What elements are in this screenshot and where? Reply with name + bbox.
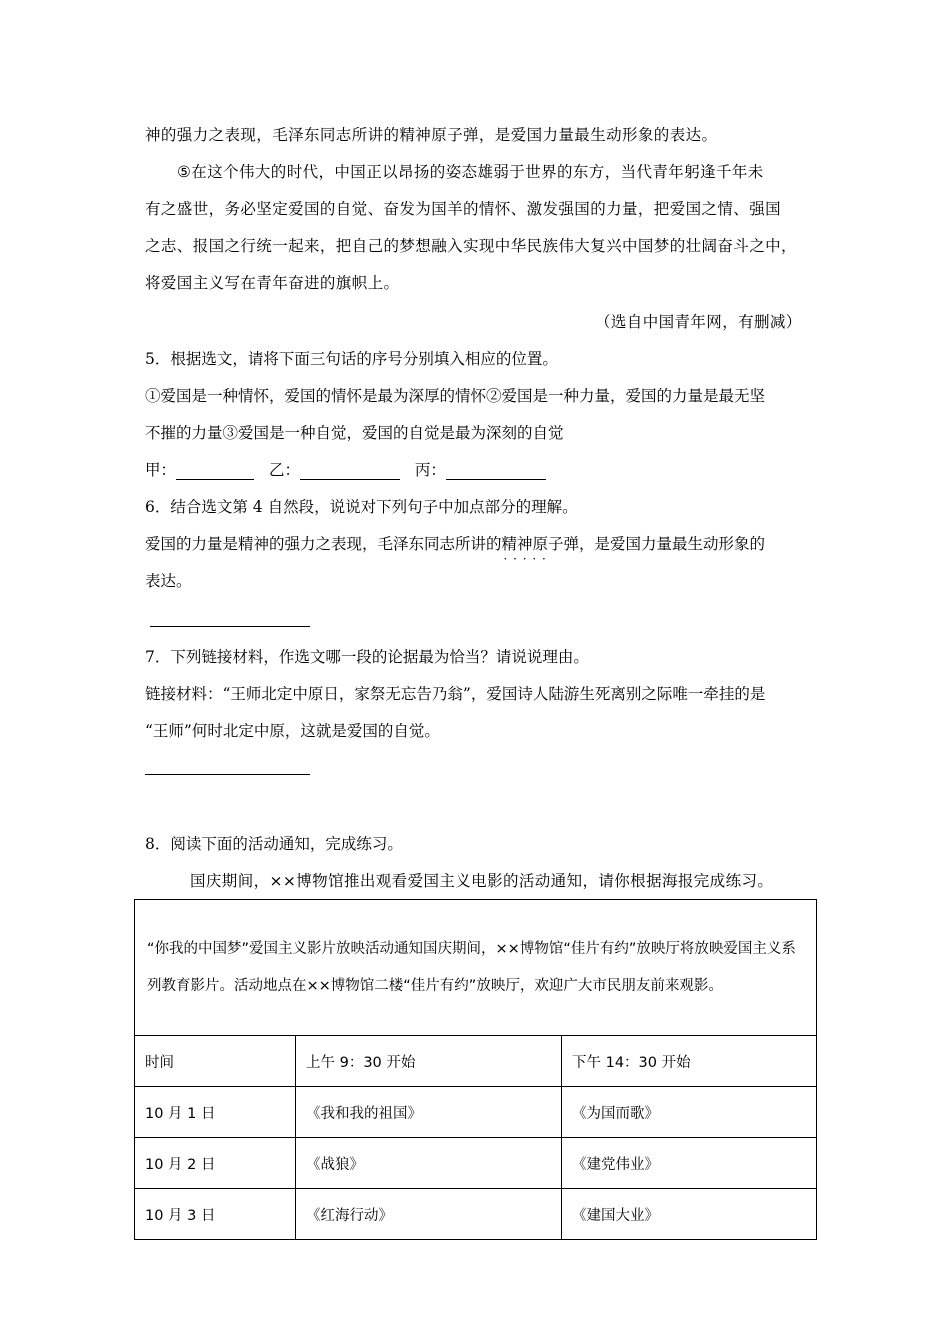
- header-morning: 上午 9：30 开始: [296, 1036, 562, 1087]
- date-cell: 10 月 1 日: [135, 1087, 296, 1138]
- label-yi: 乙：: [268, 461, 300, 479]
- label-bing: 丙：: [414, 461, 446, 479]
- film-cell: 《建党伟业》: [562, 1138, 817, 1189]
- film-cell: 《建国大业》: [562, 1189, 817, 1240]
- header-afternoon: 下午 14：30 开始: [562, 1036, 817, 1087]
- passage-paragraph-5-line: ⑤在这个伟大的时代，中国正以昂扬的姿态雄弱于世界的东方，当代青年躬逢千年未: [177, 163, 764, 181]
- question-5-title: 5．根据选文，请将下面三句话的序号分别填入相应的位置。: [145, 350, 558, 368]
- date-cell: 10 月 2 日: [135, 1138, 296, 1189]
- blank-bing[interactable]: [446, 463, 546, 480]
- notice-text: “你我的中国梦”爱国主义影片放映活动通知国庆期间，××博物馆“佳片有约”放映厅将放映爱国主义系列教育影片。活动地点在××博物馆二楼“佳片有约”放映厅，欢迎广大市民朋友前来观影。: [135, 900, 817, 1036]
- dotted-phrase: 精神原子弹 · · ·: [502, 535, 580, 553]
- passage-paragraph-5-line: 有之盛世，务必坚定爱国的自觉、奋发为国羊的情怀、激发强国的力量，把爱国之情、强国: [145, 200, 782, 218]
- question-7-material: 链接材料：“王师北定中原日，家祭无忘告乃翁”，爱国诗人陆游生死离别之际唯一牵挂的是: [145, 685, 766, 703]
- table-row: [135, 1189, 817, 1240]
- answer-line[interactable]: [145, 774, 310, 775]
- question-6-sentence: 表达。: [145, 572, 192, 590]
- question-5-options: ①爱国是一种情怀，爱国的情怀是最为深厚的情怀②爱国是一种力量，爱国的力量是最无坚: [145, 387, 766, 405]
- passage-paragraph-5-line: 将爱国主义写在青年奋进的旗帜上。: [145, 274, 400, 292]
- film-cell: 《红海行动》: [296, 1189, 562, 1240]
- answer-blanks: [145, 460, 546, 480]
- blank-jia[interactable]: [176, 463, 254, 480]
- sentence-part: 爱国的力量是精神的强力之表现，毛泽东同志所讲的: [145, 535, 502, 553]
- date-cell: 10 月 3 日: [135, 1189, 296, 1240]
- table-row: [135, 1087, 817, 1138]
- film-cell: 《为国而歌》: [562, 1087, 817, 1138]
- passage-source: （选自中国青年网，有删减）: [595, 313, 802, 331]
- label-jia: 甲：: [145, 461, 177, 479]
- question-8-title: 8．阅读下面的活动通知，完成练习。: [145, 835, 403, 853]
- question-5-options: 不摧的力量③爱国是一种自觉，爱国的自觉是最为深刻的自觉: [145, 424, 564, 442]
- sentence-part: ，是爱国力量最生动形象的: [579, 535, 766, 553]
- film-cell: 《战狼》: [296, 1138, 562, 1189]
- film-cell: 《我和我的祖国》: [296, 1087, 562, 1138]
- question-6-title: 6．结合选文第 4 自然段，说说对下列句子中加点部分的理解。: [145, 498, 578, 516]
- blank-yi[interactable]: [300, 463, 400, 480]
- notice-table: [134, 899, 817, 1240]
- passage-line: 神的强力之表现，毛泽东同志所讲的精神原子弹，是爱国力量最生动形象的表达。: [145, 126, 718, 144]
- header-time: 时间: [135, 1036, 296, 1087]
- answer-line[interactable]: [150, 626, 310, 627]
- question-7-title: 7．下列链接材料，作选文哪一段的论据最为恰当？请说说理由。: [145, 648, 589, 666]
- passage-paragraph-5-line: 之志、报国之行统一起来，把自己的梦想融入实现中华民族伟大复兴中国梦的壮阔奋斗之中，: [145, 237, 797, 255]
- question-6-sentence: [145, 534, 765, 554]
- question-7-material: “王师”何时北定中原，这就是爱国的自觉。: [145, 722, 440, 740]
- question-8-intro: 国庆期间，××博物馆推出观看爱国主义电影的活动通知，请你根据海报完成练习。: [190, 872, 774, 890]
- table-row: [135, 1138, 817, 1189]
